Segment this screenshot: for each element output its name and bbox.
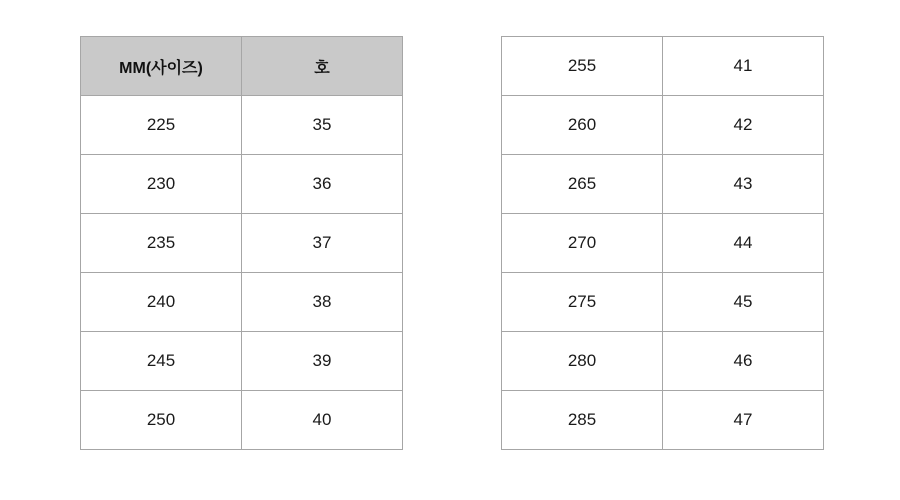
table-row bbox=[502, 37, 824, 96]
table-row bbox=[81, 96, 403, 155]
cell-mm: 270 bbox=[502, 214, 663, 273]
size-table-left bbox=[80, 36, 403, 450]
table-row bbox=[502, 96, 824, 155]
table-row bbox=[502, 273, 824, 332]
cell-ho: 44 bbox=[663, 214, 824, 273]
cell-ho: 40 bbox=[242, 391, 403, 450]
table-row bbox=[81, 273, 403, 332]
cell-mm: 285 bbox=[502, 391, 663, 450]
cell-mm: 230 bbox=[81, 155, 242, 214]
size-table-right-body bbox=[502, 37, 824, 450]
cell-ho: 37 bbox=[242, 214, 403, 273]
table-row bbox=[502, 332, 824, 391]
cell-ho: 45 bbox=[663, 273, 824, 332]
cell-mm: 255 bbox=[502, 37, 663, 96]
table-header-row bbox=[81, 37, 403, 96]
cell-ho: 35 bbox=[242, 96, 403, 155]
table-row bbox=[502, 391, 824, 450]
cell-mm: 235 bbox=[81, 214, 242, 273]
cell-ho: 41 bbox=[663, 37, 824, 96]
cell-ho: 43 bbox=[663, 155, 824, 214]
cell-ho: 42 bbox=[663, 96, 824, 155]
size-table-left-head bbox=[81, 37, 403, 96]
cell-mm: 260 bbox=[502, 96, 663, 155]
cell-ho: 36 bbox=[242, 155, 403, 214]
table-row bbox=[81, 155, 403, 214]
cell-mm: 240 bbox=[81, 273, 242, 332]
cell-mm: 275 bbox=[502, 273, 663, 332]
cell-ho: 38 bbox=[242, 273, 403, 332]
table-row bbox=[81, 391, 403, 450]
cell-ho: 39 bbox=[242, 332, 403, 391]
size-table-left-body bbox=[81, 96, 403, 450]
cell-mm: 245 bbox=[81, 332, 242, 391]
table-row bbox=[502, 214, 824, 273]
column-header-ho: 호 bbox=[242, 37, 403, 96]
cell-mm: 225 bbox=[81, 96, 242, 155]
cell-mm: 265 bbox=[502, 155, 663, 214]
column-header-mm: MM(사이즈) bbox=[81, 37, 242, 96]
size-table-right bbox=[501, 36, 824, 450]
cell-mm: 280 bbox=[502, 332, 663, 391]
table-row bbox=[81, 332, 403, 391]
table-row bbox=[502, 155, 824, 214]
cell-ho: 47 bbox=[663, 391, 824, 450]
table-row bbox=[81, 214, 403, 273]
cell-ho: 46 bbox=[663, 332, 824, 391]
cell-mm: 250 bbox=[81, 391, 242, 450]
